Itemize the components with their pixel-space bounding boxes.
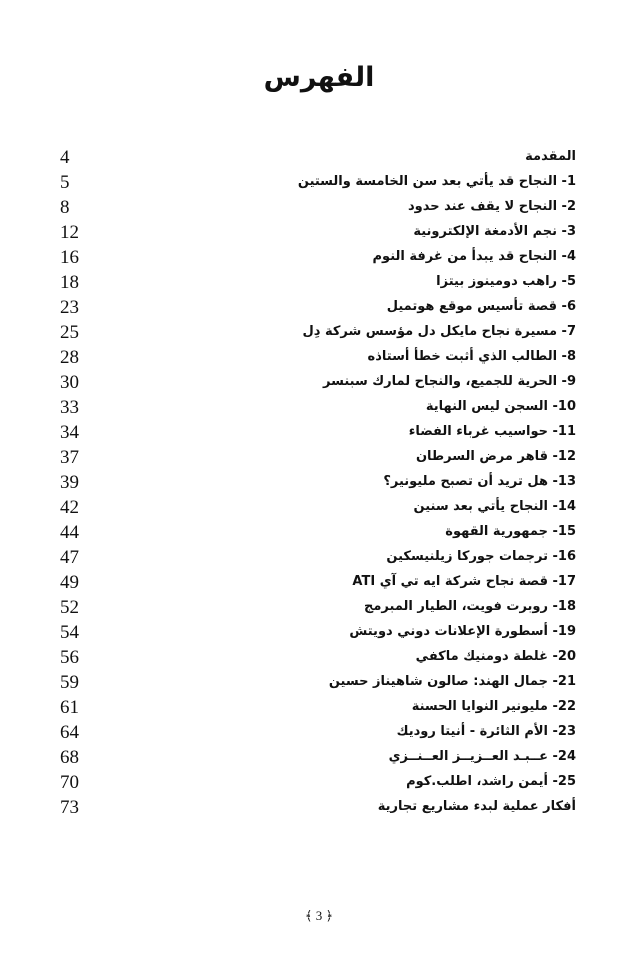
toc-entry-page-number: 52 (60, 597, 79, 618)
toc-entry-title: 17- قصة نجاح شركة ايه تي آي ATI (352, 574, 576, 589)
toc-entry (0, 372, 638, 397)
toc-entry (0, 797, 638, 822)
toc-entry-page-number: 5 (60, 172, 70, 193)
toc-entry-title: 7- مسيرة نجاح مايكل دل مؤسس شركة دِل (302, 324, 576, 339)
toc-entry (0, 672, 638, 697)
toc-entry-page-number: 33 (60, 397, 79, 418)
toc-entry-title: 23- الأم الثائرة - أنيتا روديك (396, 724, 576, 739)
toc-entry (0, 747, 638, 772)
toc-entry-title: 2- النجاح لا يقف عند حدود (407, 199, 576, 214)
toc-entry-title: 18- روبرت فويت، الطيار المبرمج (364, 599, 576, 614)
toc-entry (0, 422, 638, 447)
toc-entry (0, 472, 638, 497)
toc-entry (0, 247, 638, 272)
toc-entry-page-number: 16 (60, 247, 79, 268)
toc-entry-page-number: 28 (60, 347, 79, 368)
toc-entry-page-number: 18 (60, 272, 79, 293)
toc-entry (0, 497, 638, 522)
toc-entry-page-number: 64 (60, 722, 79, 743)
toc-entry-page-number: 12 (60, 222, 79, 243)
toc-entry-page-number: 56 (60, 647, 79, 668)
toc-entry-title: 4- النجاح قد يبدأ من غرفة النوم (372, 249, 576, 264)
toc-entry (0, 597, 638, 622)
toc-entry-page-number: 37 (60, 447, 79, 468)
toc-entry-title: 24- عــبـد العــزيــز العــنــزي (388, 749, 576, 764)
toc-entry-title: 14- النجاح يأتي بعد سنين (413, 499, 576, 514)
toc-entry-page-number: 70 (60, 772, 79, 793)
toc-entry-page-number: 47 (60, 547, 79, 568)
toc-entry-page-number: 8 (60, 197, 70, 218)
toc-entry-title: 9- الحرية للجميع، والنجاح لمارك سبنسر (323, 374, 576, 389)
toc-entry-page-number: 25 (60, 322, 79, 343)
toc-entry-title: 15- جمهورية القهوة (445, 524, 576, 539)
table-of-contents (0, 147, 638, 822)
toc-entry-title: المقدمة (525, 149, 576, 164)
toc-entry (0, 722, 638, 747)
toc-entry (0, 272, 638, 297)
page-number: ﴾ 3 ﴿ (304, 908, 334, 923)
toc-entry-title: 25- أيمن راشد، اطلب.كوم (406, 774, 576, 789)
toc-entry-page-number: 68 (60, 747, 79, 768)
page-title: الفهرس (263, 62, 375, 93)
toc-entry (0, 222, 638, 247)
toc-entry (0, 147, 638, 172)
toc-entry (0, 547, 638, 572)
toc-entry (0, 622, 638, 647)
toc-entry-title: 13- هل تريد أن تصبح مليونير؟ (383, 474, 576, 489)
toc-entry-title: 12- قاهر مرض السرطان (415, 449, 576, 464)
toc-entry (0, 572, 638, 597)
toc-entry-title: 8- الطالب الذي أثبت خطأ أستاذه (367, 349, 576, 364)
toc-entry-page-number: 30 (60, 372, 79, 393)
toc-entry-title: 21- جمال الهند: صالون شاهيناز حسين (328, 674, 576, 689)
toc-entry-title: 10- السجن ليس النهاية (425, 399, 576, 414)
toc-entry-page-number: 59 (60, 672, 79, 693)
toc-entry-title: 20- غلطة دومنيك ماكفي (415, 649, 576, 664)
toc-entry (0, 647, 638, 672)
toc-entry (0, 697, 638, 722)
toc-entry (0, 172, 638, 197)
toc-entry-page-number: 4 (60, 147, 70, 168)
toc-entry-page-number: 54 (60, 622, 79, 643)
toc-entry (0, 297, 638, 322)
toc-entry (0, 197, 638, 222)
toc-entry (0, 347, 638, 372)
toc-entry-page-number: 44 (60, 522, 79, 543)
toc-entry-title: 1- النجاح قد يأتي بعد سن الخامسة والستين (297, 174, 576, 189)
toc-entry (0, 397, 638, 422)
toc-entry-page-number: 49 (60, 572, 79, 593)
toc-entry (0, 772, 638, 797)
toc-entry-title: 11- حواسيب غرباء الفضاء (408, 424, 576, 439)
toc-entry-title: 5- راهب دومينوز بيتزا (436, 274, 576, 289)
toc-entry-page-number: 42 (60, 497, 79, 518)
toc-entry-title: 22- مليونير النوايا الحسنة (411, 699, 576, 714)
toc-entry (0, 522, 638, 547)
toc-entry-page-number: 39 (60, 472, 79, 493)
toc-entry (0, 322, 638, 347)
toc-entry (0, 447, 638, 472)
toc-entry-page-number: 34 (60, 422, 79, 443)
toc-entry-title: 16- ترجمات جوركا زيلنيسكين (386, 549, 576, 564)
toc-entry-title: 19- أسطورة الإعلانات دوني دويتش (349, 624, 576, 639)
toc-entry-title: 6- قصة تأسيس موقع هوتميل (386, 299, 576, 314)
toc-entry-title: 3- نجم الأدمغة الإلكترونية (413, 224, 576, 239)
toc-entry-page-number: 73 (60, 797, 79, 818)
toc-entry-title: أفكار عملية لبدء مشاريع تجارية (377, 799, 576, 814)
toc-entry-page-number: 23 (60, 297, 79, 318)
toc-entry-page-number: 61 (60, 697, 79, 718)
